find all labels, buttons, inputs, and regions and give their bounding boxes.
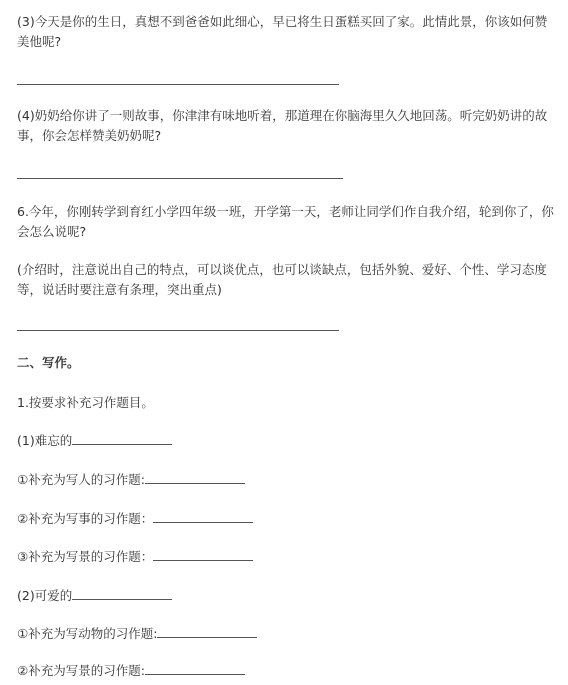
fill-blank[interactable] [153,508,253,523]
question-6-text: 6.今年，你刚转学到育红小学四年级一班，开学第一天，老师让同学们作自我介绍，轮到你了，你会怎么说呢? [17,204,554,239]
fill-blank[interactable] [72,430,172,445]
question-6-hint: (介绍时，注意说出自己的特点，可以谈优点，也可以谈缺点，包括外貌、爱好、个性、学习态度等，说话时要注意有条理，突出重点) [17,262,547,297]
fill-item-label: (1)难忘的 [17,433,73,448]
answer-line-q3[interactable] [17,84,339,85]
fill-item-label: ②补充为写景的习作题: [17,663,145,678]
question-4-text: (4)奶奶给你讲了一则故事，你津津有味地听着，那道理在你脑海里久久地回荡。听完奶奶讲的故事，你会怎样赞美奶奶呢? [17,108,548,143]
fill-item-label: ①补充为写人的习作题: [17,472,145,487]
fill-item-3 [17,508,557,529]
question-3-text: (3)今天是你的生日，真想不到爸爸如此细心，早已将生日蛋糕买回了家。此情此景，你该如何赞美他呢? [17,14,548,49]
answer-line-q4[interactable] [17,178,343,179]
section-2-title: 二、写作。 [17,355,80,370]
fill-blank[interactable] [72,585,172,600]
fill-blank[interactable] [145,660,245,675]
fill-item-5 [17,585,557,606]
section-2-question-1: 1.按要求补充习作题目。 [17,395,154,410]
fill-item-label: ②补充为写事的习作题： [17,511,154,526]
fill-item-4 [17,546,557,567]
fill-item-label: (2)可爱的 [17,588,73,603]
fill-item-2 [17,469,557,490]
fill-blank[interactable] [145,469,245,484]
fill-item-7 [17,660,557,681]
fill-item-6 [17,623,557,644]
answer-line-q6[interactable] [17,330,339,331]
fill-item-label: ③补充为写景的习作题： [17,549,154,564]
fill-item-label: ①补充为写动物的习作题: [17,626,158,641]
fill-blank[interactable] [157,623,257,638]
fill-item-1 [17,430,557,451]
fill-blank[interactable] [153,546,253,561]
